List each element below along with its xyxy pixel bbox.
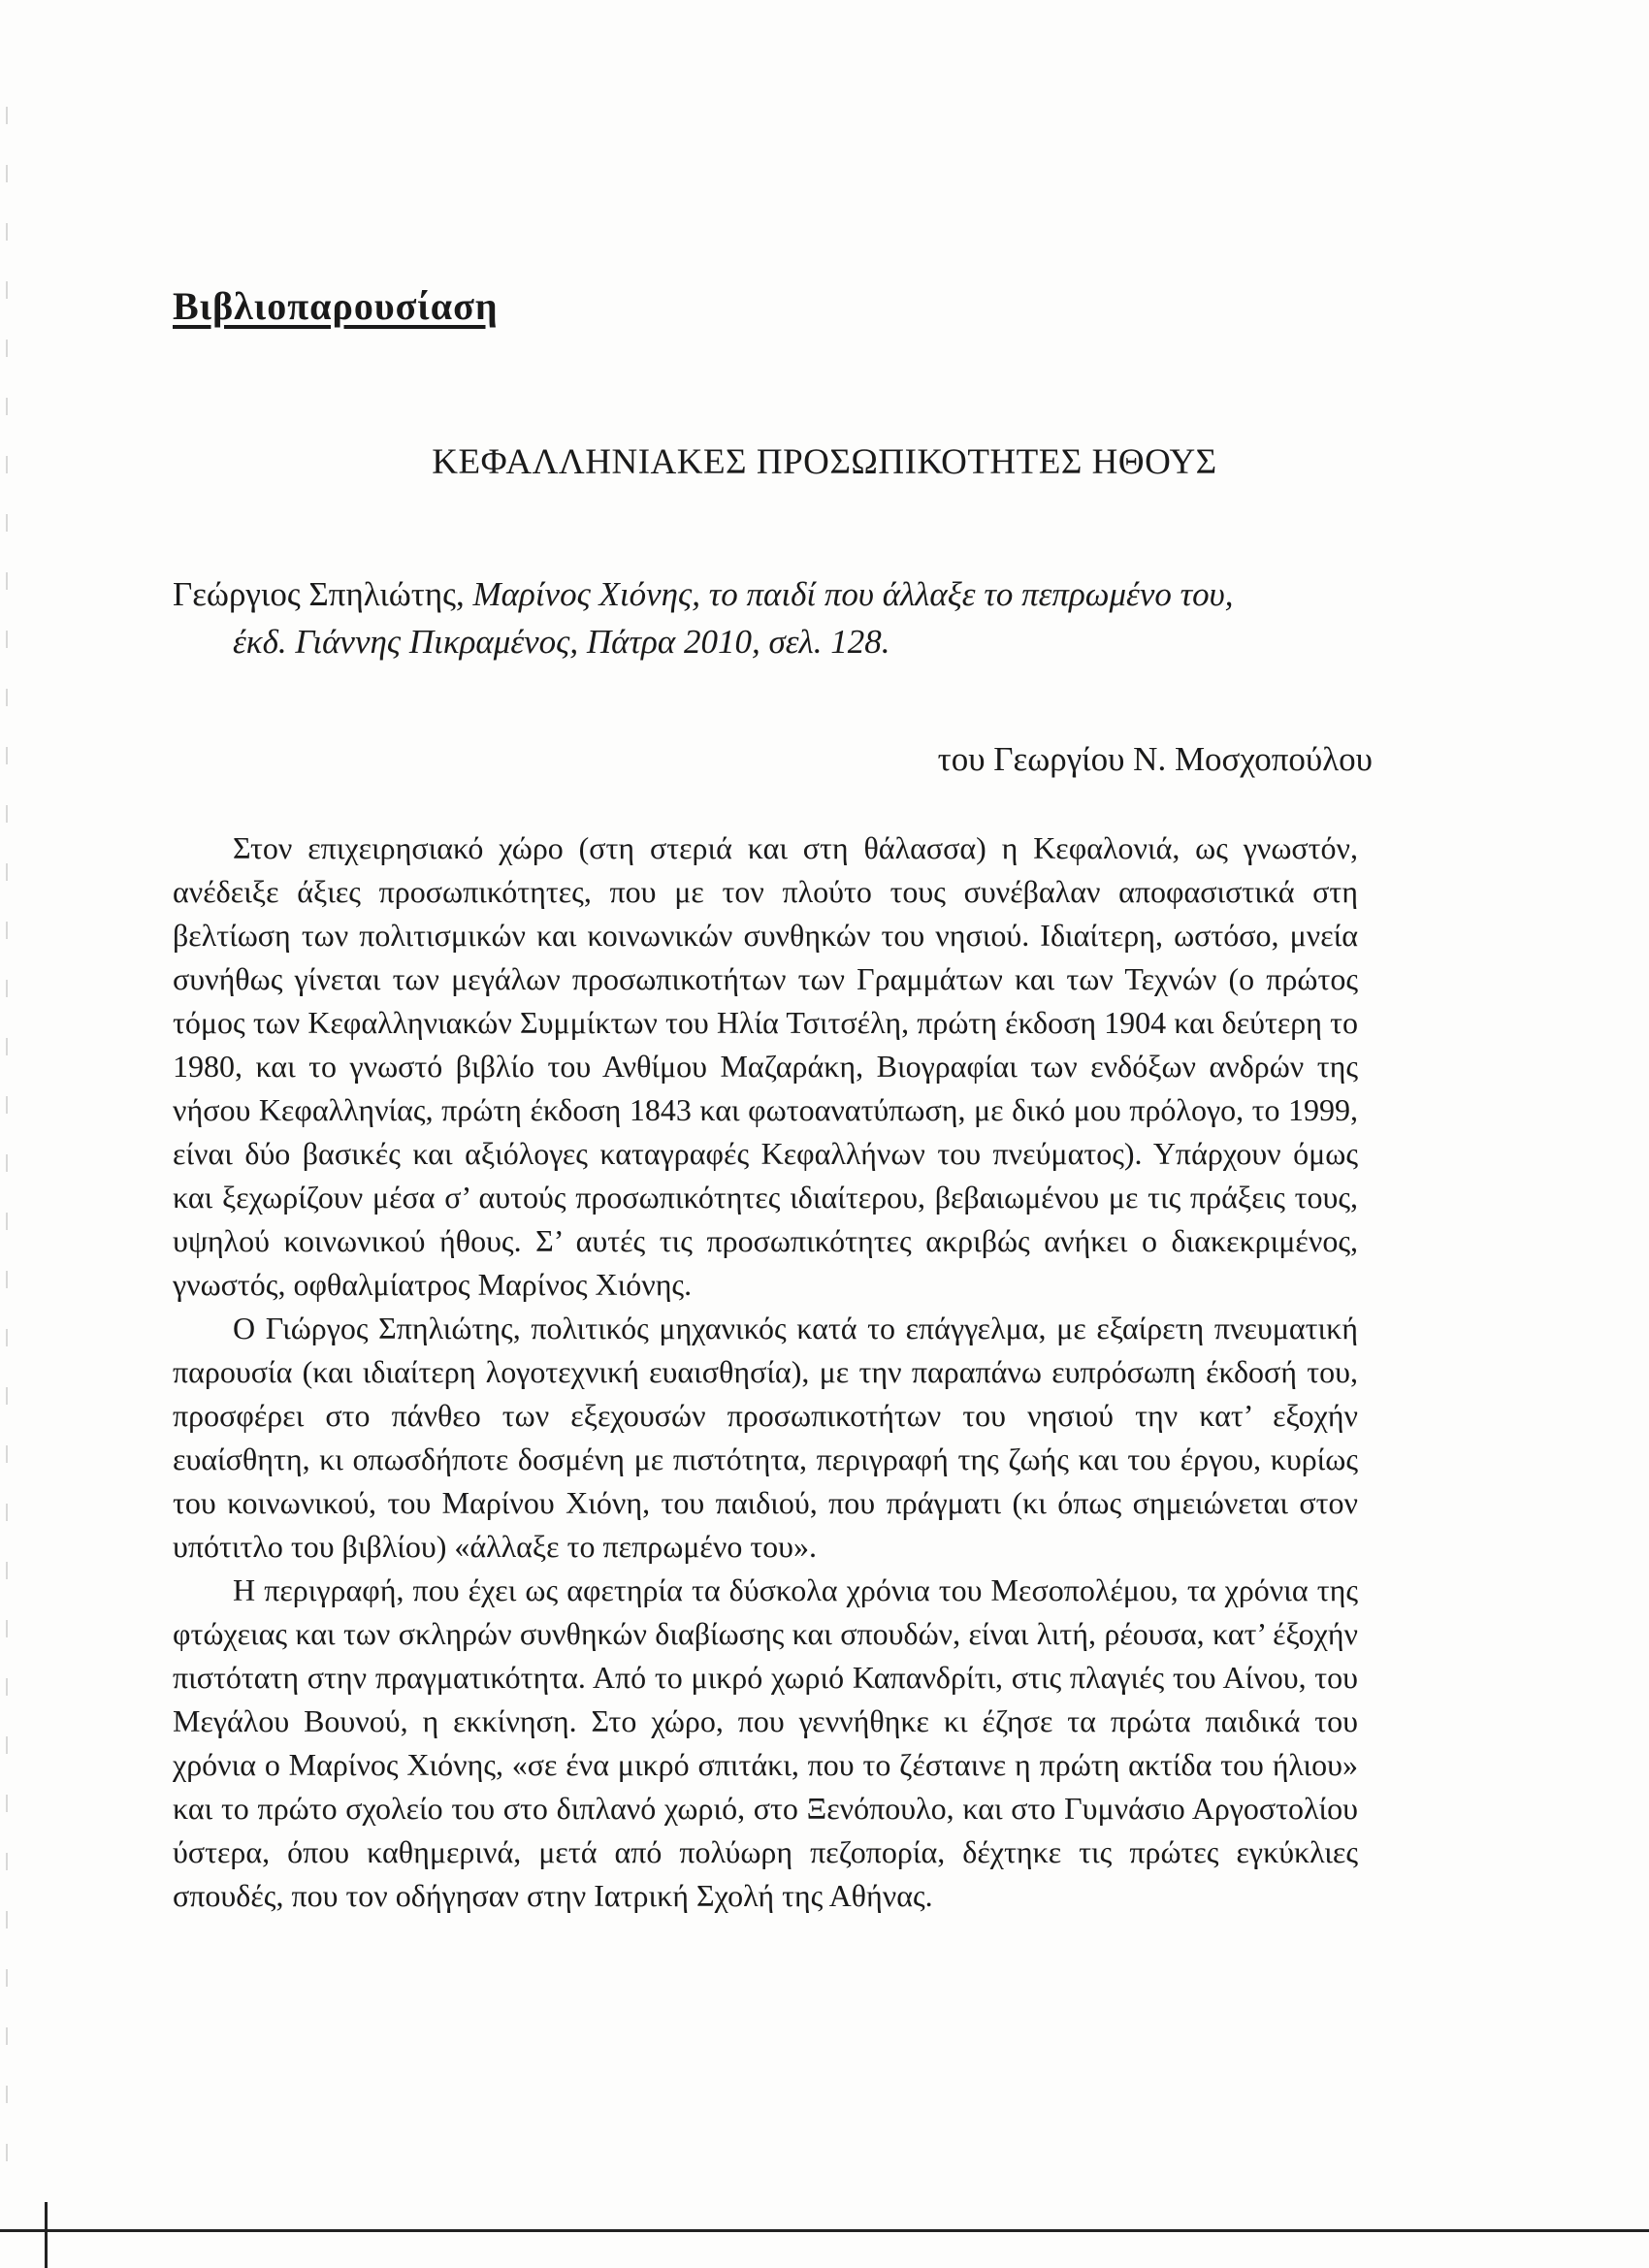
- paragraph: Η περιγραφή, που έχει ως αφετηρία τα δύσκολα χρόνια του Μεσοπολέμου, τα χρόνια της φτώχειας και των σκληρών συνθηκών διαβίωσης και σπουδών, είναι λιτή, ρέουσα, κατ’ έξοχήν πιστότατη στην πραγματικότητα. Από το μικρό χωριό Καπανδρίτι, στις πλαγιές του Αίνου, του Μεγάλου Βουνού, η εκκίνηση. Στο χώρο, που γεννήθηκε κι έζησε τα πρώτα παιδικά του χρόνια ο Μαρίνος Χιόνης, «σε ένα μικρό σπιτάκι, που το ζέσταινε η πρώτη ακτίδα του ήλιου» και το πρώτο σχολείο του στο διπλανό χωριό, στο Ξενόπουλο, και στο Γυμνάσιο Αργοστολίου ύστερα, όπου καθημερινά, μετά από πολύωρη πεζοπορία, δέχτηκε τις πρώτες εγκύκλιες σπουδές, που τον οδήγησαν στην Ιατρική Σχολή της Αθήνας.: [173, 1572, 1358, 1913]
- review-title: ΚΕΦΑΛΛΗΝΙΑΚΕΣ ΠΡΟΣΩΠΙΚΟΤΗΤΕΣ ΗΘΟΥΣ: [432, 442, 1217, 482]
- review-body: [173, 826, 1358, 1918]
- book-publication-details: έκδ. Γιάννης Πικραμένος, Πάτρα 2010, σελ. 128.: [233, 623, 890, 661]
- paragraph: Στον επιχειρησιακό χώρο (στη στεριά και στη θάλασσα) η Κεφαλονιά, ως γνωστόν, ανέδειξε άξιες προσωπικότητες, που με τον πλούτο τους συνέβαλαν αποφασιστικά στη βελτίωση των πολιτισμικών και κοινωνικών συνθηκών του νησιού. Ιδιαίτερη, ωστόσο, μνεία συνήθως γίνεται των μεγάλων προσωπικοτήτων των Γραμμάτων και των Τεχνών (ο πρώτος τόμος των Κεφαλληνιακών Συμμίκτων του Ηλία Τσιτσέλη, πρώτη έκδοση 1904 και δεύτερη το 1980, και το γνωστό βιβλίο του Ανθίμου Μαζαράκη, Βιογραφίαι των ενδόξων ανδρών της νήσου Κεφαλληνίας, πρώτη έκδοση 1843 και φωτοανατύπωση, με δικό μου πρόλογο, το 1999, είναι δύο βασικές και αξιόλογες καταγραφές Κεφαλλήνων του πνεύματος). Υπάρχουν όμως και ξεχωρίζουν μέσα σ’ αυτούς προσωπικότητες ιδιαίτερου, βεβαιωμένου με τις πράξεις τους, υψηλού κοινωνικού ήθους. Σ’ αυτές τις προσωπικότητες ακριβώς ανήκει ο διακεκριμένος, γνωστός, οφθαλμίατρος Μαρίνος Χιόνης.: [173, 830, 1358, 1302]
- section-label: Βιβλιοπαρουσίαση: [173, 284, 499, 328]
- scan-edge-artifact: [6, 107, 8, 2173]
- book-author: Γεώργιος Σπηλιώτης,: [173, 575, 465, 613]
- book-title: Μαρίνος Χιόνης, το παιδί που άλλαξε το πεπρωμένο του,: [464, 575, 1234, 613]
- bibliographic-reference: [173, 570, 1337, 619]
- reviewer-byline: του Γεωργίου Ν. Μοσχοπούλου: [937, 740, 1373, 778]
- scan-corner-mark: [45, 2202, 48, 2268]
- scan-bottom-border: [0, 2229, 1649, 2232]
- paragraph: Ο Γιώργος Σπηλιώτης, πολιτικός μηχανικός κατά το επάγγελμα, με εξαίρετη πνευματική παρουσία (και ιδιαίτερη λογοτεχνική ευαισθησία), με την παραπάνω ευπρόσωπη έκδοσή του, προσφέρει στο πάνθεο των εξεχουσών προσωπικοτήτων του νησιού την κατ’ εξοχήν ευαίσθητη, κι οπωσδήποτε δοσμένη με πιστότητα, περιγραφή της ζωής και του έργου, κυρίως του κοινωνικού, του Μαρίνου Χιόνη, του παιδιού, που πράγματι (κι όπως σημειώνεται στον υπότιτλο του βιβλίου) «άλλαξε το πεπρωμένο του».: [173, 1311, 1358, 1564]
